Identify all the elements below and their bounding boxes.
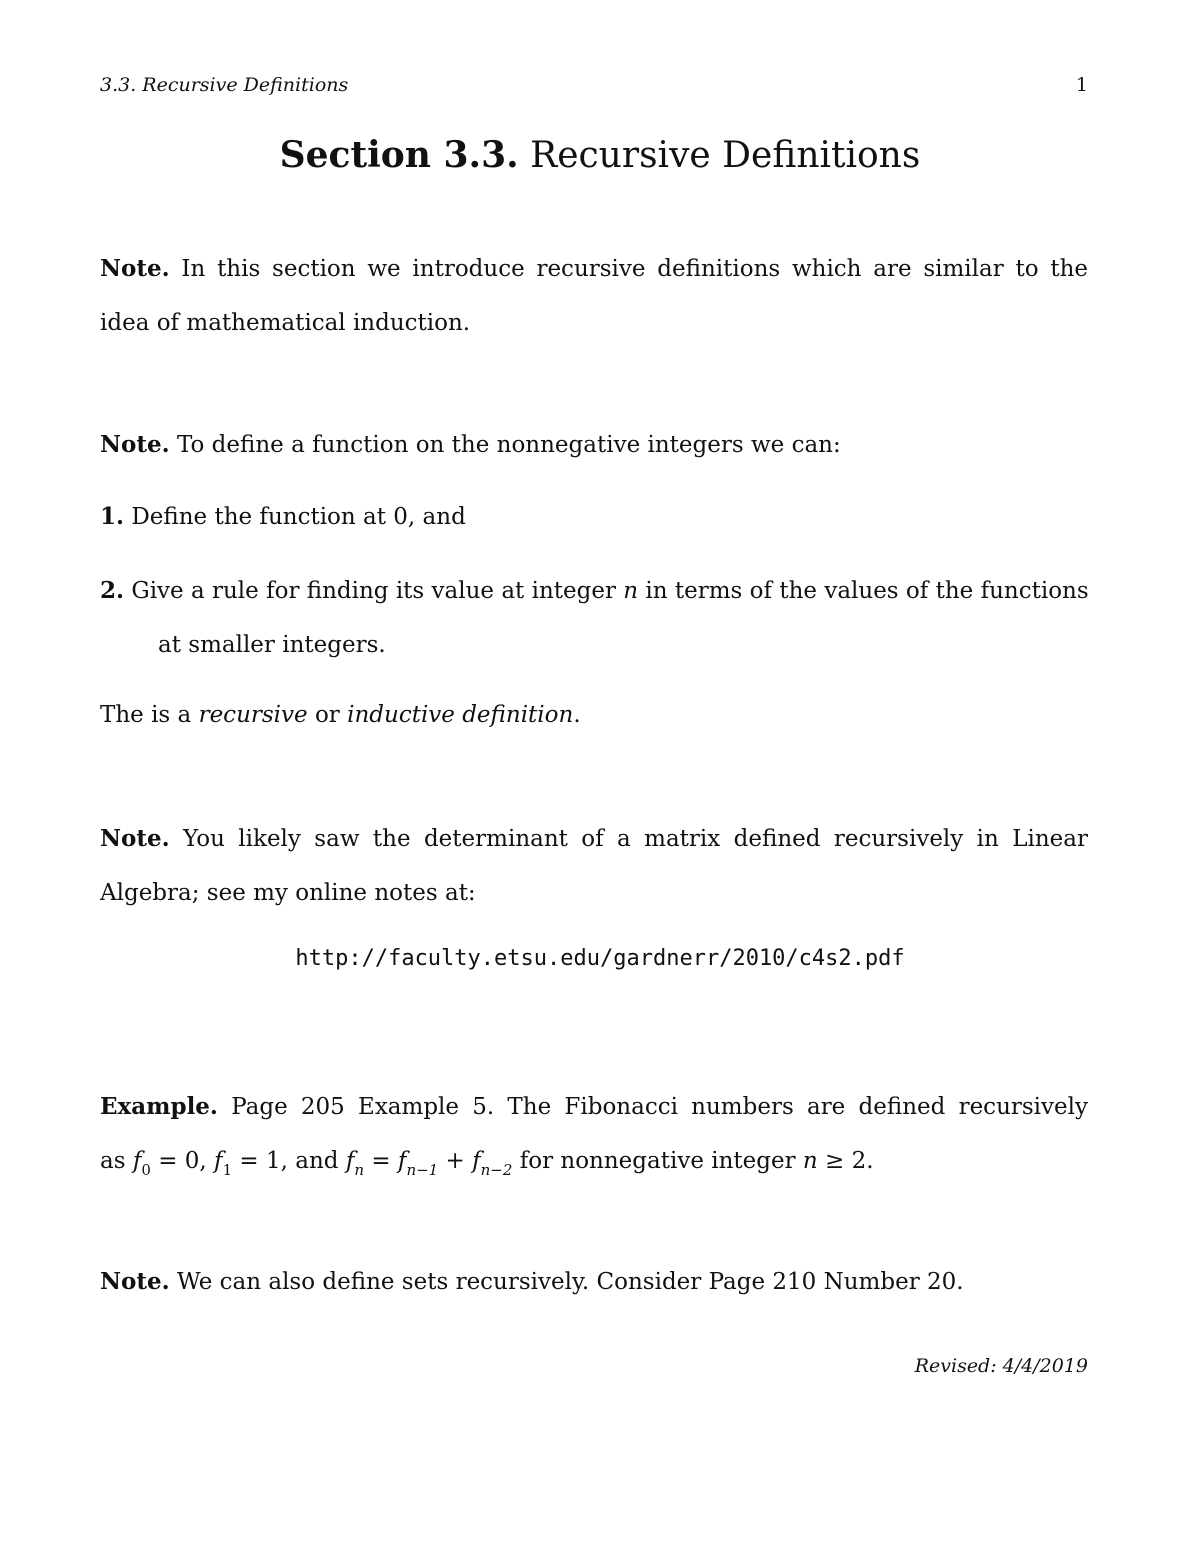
formula-sub-0: 0 — [141, 1161, 151, 1179]
formula-f: f — [397, 1148, 407, 1174]
list-item-2-label: 2. — [100, 577, 125, 604]
running-head: 3.3. Recursive Definitions — [100, 74, 349, 96]
note-sets — [100, 1255, 1088, 1309]
formula-f: f — [345, 1148, 355, 1174]
formula-f: f — [214, 1148, 223, 1174]
notes-url-link[interactable]: http://faculty.etsu.edu/gardnerr/2010/c4s2.pdf — [295, 946, 905, 971]
list-item-1 — [100, 490, 1088, 544]
note-determinant-line2: Algebra; see my online notes at: — [100, 880, 476, 906]
example-label: Example. — [100, 1093, 218, 1120]
list-item-1-text: Define the function at 0, and — [131, 504, 466, 530]
note-intro-line2: idea of mathematical induction. — [100, 310, 471, 336]
formula-f: f — [132, 1148, 142, 1174]
closing-text-b: or — [314, 702, 340, 728]
list-item-2-line2: at smaller integers. — [158, 632, 386, 658]
formula-eq-0: = 0, — [150, 1148, 215, 1174]
formula-sub-n-1: n−1 — [406, 1161, 439, 1179]
formula-sub-1: 1 — [222, 1161, 233, 1179]
recursive-definition-sentence — [100, 688, 1088, 742]
note-determinant-line1: You likely saw the determinant of a matrix defined recursively in Linear — [183, 826, 1089, 852]
list-item-2-text-a: Give a rule for finding its value at integer — [131, 578, 616, 604]
closing-text-a: The is a — [100, 702, 192, 728]
section-title — [0, 134, 1200, 176]
example-fibonacci — [100, 1080, 1088, 1188]
note-sets-text: We can also define sets recursively. Consider Page 210 Number 20. — [176, 1269, 964, 1295]
list-item-2 — [100, 564, 1088, 618]
note-label: Note. — [100, 1268, 170, 1295]
fibonacci-formula — [100, 1134, 1088, 1188]
note-label: Note. — [100, 825, 170, 852]
note-intro — [100, 242, 1088, 350]
formula-as: as — [100, 1148, 126, 1174]
note-define-text: To define a function on the nonnegative integers we can: — [176, 432, 841, 458]
term-recursive: recursive — [198, 702, 308, 728]
variable-n: n — [623, 578, 639, 604]
revised-date: Revised: 4/4/2019 — [914, 1355, 1088, 1377]
note-determinant — [100, 812, 1088, 920]
formula-geq: ≥ 2. — [817, 1148, 874, 1174]
formula-f: f — [472, 1148, 481, 1174]
note-label: Note. — [100, 255, 170, 282]
term-inductive-definition: inductive definition — [347, 702, 574, 728]
page-number: 1 — [1075, 74, 1088, 96]
closing-period: . — [573, 702, 581, 728]
formula-eq-n: = — [364, 1148, 398, 1174]
list-item-1-label: 1. — [100, 503, 125, 530]
formula-plus: + — [438, 1148, 473, 1174]
section-number: Section 3.3. — [279, 134, 519, 176]
example-line1: Page 205 Example 5. The Fibonacci numbers are defined recursively — [231, 1094, 1088, 1120]
formula-sub-n: n — [354, 1161, 365, 1179]
formula-eq-1: = 1, and — [232, 1148, 346, 1174]
formula-tail: for nonnegative integer — [512, 1148, 803, 1174]
formula-n: n — [802, 1148, 818, 1174]
formula-sub-n-2: n−2 — [480, 1161, 513, 1179]
list-item-2-text-b: in terms of the values of the functions — [645, 578, 1089, 604]
note-define-function — [100, 418, 1088, 472]
section-title-text: Recursive Definitions — [530, 135, 921, 176]
note-intro-line1: In this section we introduce recursive definitions which are similar to the — [181, 256, 1088, 282]
note-label: Note. — [100, 431, 170, 458]
